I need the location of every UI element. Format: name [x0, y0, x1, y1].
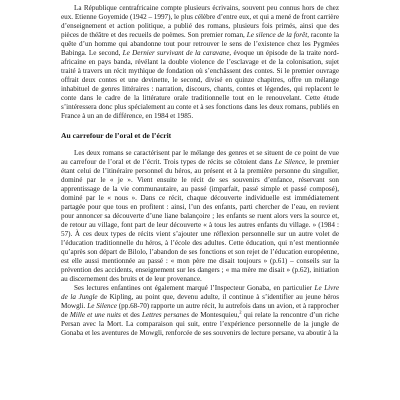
- paragraph-text: et des: [120, 311, 142, 319]
- paragraph-text: (pp.68-70) rapporte un autre récit, lu autrefois dans un avion, et à rapprocher de: [61, 302, 339, 319]
- book-title: Le Silence: [87, 302, 117, 310]
- paragraph-text: de Kipling, au point que, devenu adulte, il continue à s’identifier au jeune héros Mowgli.: [61, 293, 339, 310]
- book-title: Le Livre de la Jungle: [61, 284, 339, 301]
- paragraph-text: qui relate la rencontre d’un riche Persan avec la Mort. La comparaison qui suit, entre l’expérience personnelle de la jungle de Gonaba et les aventures de Mowgli, renforcée de ses souvenirs de lecture persane, va aboutir à la: [61, 311, 339, 337]
- footnote-marker: 2: [239, 309, 242, 315]
- paragraph-text: Les deux romans se caractérisent par le mélange des genres et se situent de ce point de vue au carrefour de l’oral et de l’écrit. Trois types de récits se côtoient dans: [61, 149, 339, 166]
- body-paragraph: [61, 284, 339, 338]
- book-title: Lettres persanes: [142, 311, 190, 319]
- book-title: Le Silence: [274, 158, 305, 166]
- book-title: Le Dernier survivant de la caravane: [122, 49, 230, 57]
- paragraph-text: Ses lectures enfantines ont également marqué l’Inspecteur Gonaba, en particulier: [74, 284, 315, 292]
- body-paragraph: [61, 149, 339, 284]
- paragraph-text: de Montesquieu,: [189, 311, 240, 319]
- paragraph-text: , le premier étant celui de l’itinéraire personnel du héros, au présent et à la première personne du singulier, dominé par le « je ». Vient ensuite le récit de ses souvenirs d’enfance, réservant son apprentissage de la vie communautaire, au passé (imparfait, passé simple et passé composé), dominé par le « nous ». Dans ce récit, chaque découverte individuelle est immédiatement partagée pour que tous en profitent : ainsi, l’un des enfants, parti chercher de l’eau, en revient pour annoncer sa découverte d’une liane balançoire ; les enfants se ruent alors vers la source et, de retour au village, font part de leur découverte « à tous les autres enfants du village. » (1984 : 57). À ces deux types de récits vient s’ajouter une réflexion personnelle sur un autre volet de l’éducation traditionnelle du héros, à l’école des adultes. Cette éducation, qui n’est mentionnée qu’après son départ de Bilolo, l’abandon de ses fonctions et son rejet de l’éducation européenne, est elle aussi mentionnée au passé : « mon père me disait toujours » (p.61) – conseils sur la prévention des accidents, enseignement sur les dangers ; « ma mère me disait » (p.62), initiation au discernement des bruits et de leur provenance.: [61, 158, 339, 283]
- book-title: Le silence de la forêt: [246, 31, 308, 39]
- intro-paragraph: [61, 4, 339, 121]
- book-title: Mille et une nuits: [69, 311, 121, 319]
- section-heading: Au carrefour de l’oral et de l’écrit: [61, 131, 172, 140]
- paragraph-text: La République centrafricaine compte plusieurs écrivains, souvent peu connus hors de chez eux. Etienne Goyemide (1942 – 1997), le plus célèbre d’entre eux, et qui a mené de front carrière d’enseignement et action politique, a publié des romans, plusieurs fois primés, ainsi que des pièces de théâtre et des recueils de poèmes. Son premier roman,: [61, 4, 339, 39]
- paragraph-text: , raconte la quête d’un homme qui abandonne tout pour retrouver le sens de l’existence chez les Pygmées Babinga. Le second,: [61, 31, 339, 57]
- paragraph-text: , évoque un épisode de la traite nord-africaine en pays banda, révélant la double violence de l’esclavage et de la colonisation, sujet traité à travers un récit mythique de fondation où s’enchâssent des contes. Si le premier ouvrage offrait deux contes et une devinette, le second, divisé en quinze chapitres, offre un mélange inhabituel de genres littéraires : narration, discours, chants, contes et légendes, qui replacent le conte dans le cadre de la littérature orale traditionnelle tout en le renouvelant. Cette étude s’intéressera donc plus spécialement au conte et à ses fonctions dans les deux romans, publiés en France à un an de différence, en 1984 et 1985.: [61, 49, 339, 120]
